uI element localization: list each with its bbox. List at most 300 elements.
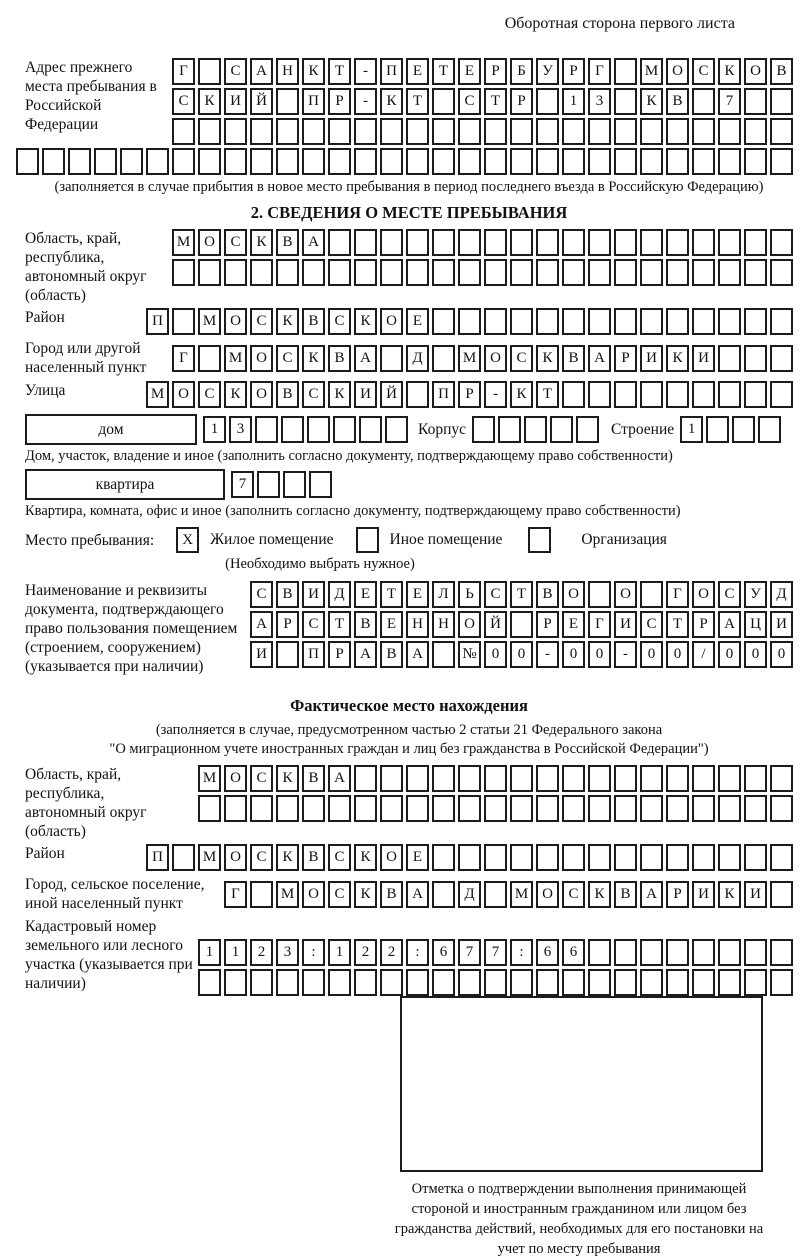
char-cell: [692, 88, 715, 115]
char-cell: Е: [458, 58, 481, 85]
char-cell: К: [328, 381, 351, 408]
char-cell: И: [250, 641, 273, 668]
char-row: [680, 416, 781, 443]
char-cell: [328, 229, 351, 256]
char-cell: Р: [666, 881, 689, 908]
char-cell: А: [354, 345, 377, 372]
char-cell: [283, 471, 306, 498]
char-cell: [562, 148, 585, 175]
char-cell: [458, 969, 481, 996]
char-cell: [484, 765, 507, 792]
char-row: [146, 381, 793, 408]
char-cell: [172, 118, 195, 145]
char-cell: [692, 844, 715, 871]
char-cell: [614, 148, 637, 175]
char-cell: [536, 148, 559, 175]
char-cell: 3: [588, 88, 611, 115]
char-row: [172, 229, 793, 256]
char-cell: М: [224, 345, 247, 372]
char-cell: Л: [432, 581, 455, 608]
char-cell: [257, 471, 280, 498]
char-cell: 0: [640, 641, 663, 668]
char-cell: [614, 795, 637, 822]
char-cell: [146, 148, 169, 175]
char-cell: [536, 765, 559, 792]
char-cell: К: [718, 881, 741, 908]
char-cell: [484, 308, 507, 335]
char-cell: [406, 148, 429, 175]
actual-region-row: [25, 765, 793, 841]
char-cell: [380, 229, 403, 256]
char-cell: [42, 148, 65, 175]
char-cell: [770, 229, 793, 256]
char-cell: В: [380, 641, 403, 668]
char-cell: Н: [432, 611, 455, 638]
char-cell: [406, 118, 429, 145]
char-cell: [432, 765, 455, 792]
char-cell: [276, 259, 299, 286]
char-cell: С: [328, 308, 351, 335]
char-cell: О: [224, 844, 247, 871]
char-cell: [588, 148, 611, 175]
char-cell: [510, 308, 533, 335]
char-cell: О: [562, 581, 585, 608]
char-cell: [484, 844, 507, 871]
char-row: [472, 416, 599, 443]
char-cell: [250, 259, 273, 286]
char-cell: [770, 88, 793, 115]
char-cell: О: [224, 308, 247, 335]
char-cell: С: [172, 88, 195, 115]
char-cell: [172, 148, 195, 175]
char-cell: 0: [484, 641, 507, 668]
char-cell: М: [640, 58, 663, 85]
char-cell: [770, 118, 793, 145]
char-cell: [666, 969, 689, 996]
char-cell: [588, 581, 611, 608]
char-cell: Р: [484, 58, 507, 85]
char-cell: [536, 969, 559, 996]
char-cell: -: [354, 88, 377, 115]
char-cell: В: [354, 611, 377, 638]
char-cell: [666, 259, 689, 286]
char-cell: В: [276, 581, 299, 608]
char-cell: С: [510, 345, 533, 372]
char-cell: [432, 641, 455, 668]
char-cell: 7: [458, 939, 481, 966]
char-cell: [458, 118, 481, 145]
char-cell: [536, 844, 559, 871]
char-cell: [640, 308, 663, 335]
prev-address-overflow-row: [8, 148, 793, 175]
actual-region-cells: [198, 765, 793, 822]
char-cell: О: [302, 881, 325, 908]
char-cell: 7: [718, 88, 741, 115]
char-cell: Т: [666, 611, 689, 638]
char-cell: В: [666, 88, 689, 115]
char-cell: [614, 118, 637, 145]
char-cell: [198, 118, 221, 145]
char-cell: [718, 939, 741, 966]
char-cell: [380, 148, 403, 175]
char-cell: [333, 416, 356, 443]
char-cell: [458, 259, 481, 286]
char-cell: [770, 939, 793, 966]
char-cell: [718, 765, 741, 792]
char-cell: [666, 765, 689, 792]
char-cell: [640, 381, 663, 408]
char-cell: [562, 969, 585, 996]
city-label: Город или другой населенный пункт: [25, 340, 147, 376]
stay-type-row: [25, 527, 793, 553]
char-cell: [458, 229, 481, 256]
char-cell: [328, 795, 351, 822]
char-cell: [354, 795, 377, 822]
char-cell: [458, 308, 481, 335]
char-cell: К: [276, 844, 299, 871]
char-cell: А: [406, 881, 429, 908]
char-cell: [524, 416, 547, 443]
prev-address-label: Адрес прежнего места пребывания в Российской Федерации: [25, 59, 157, 133]
char-cell: [588, 259, 611, 286]
char-cell: Ц: [744, 611, 767, 638]
char-cell: К: [224, 381, 247, 408]
char-cell: 6: [432, 939, 455, 966]
header-note: Оборотная сторона первого листа: [504, 15, 735, 32]
char-cell: В: [302, 308, 325, 335]
document-label: Наименование и реквизиты документа, подтверждающего право пользования помещением (строением, сооружением) (указывается при наличии): [25, 582, 238, 675]
char-cell: [276, 641, 299, 668]
char-cell: [640, 148, 663, 175]
actual-location-note-2: "О миграционном учете иностранных граждан и лиц без гражданства в Российской Федерации"): [109, 741, 709, 757]
char-cell: 0: [744, 641, 767, 668]
char-cell: [510, 148, 533, 175]
char-cell: Т: [432, 58, 455, 85]
char-cell: О: [250, 381, 273, 408]
char-cell: И: [692, 345, 715, 372]
char-cell: [224, 969, 247, 996]
char-cell: С: [224, 229, 247, 256]
house-note: Дом, участок, владение и иное (заполнить согласно документу, подтверждающему право собственности): [25, 448, 673, 464]
prev-address-cells: [172, 58, 793, 145]
char-cell: К: [302, 345, 325, 372]
char-cell: [550, 416, 573, 443]
char-row: [172, 118, 793, 145]
char-cell: [744, 308, 767, 335]
char-cell: С: [250, 581, 273, 608]
char-cell: [536, 259, 559, 286]
char-cell: А: [718, 611, 741, 638]
char-cell: [562, 259, 585, 286]
char-cell: А: [328, 765, 351, 792]
char-cell: [770, 148, 793, 175]
char-cell: [458, 148, 481, 175]
char-cell: [536, 88, 559, 115]
char-cell: К: [354, 881, 377, 908]
char-cell: [562, 795, 585, 822]
residential-checkbox: X: [176, 527, 199, 553]
char-cell: [484, 148, 507, 175]
char-cell: Г: [172, 345, 195, 372]
confirmation-stamp-box: [400, 996, 763, 1172]
char-cell: [536, 308, 559, 335]
char-cell: [94, 148, 117, 175]
district-label: Район: [25, 309, 65, 326]
char-cell: К: [276, 765, 299, 792]
char-cell: К: [354, 844, 377, 871]
cadastre-cells: [198, 939, 793, 996]
char-cell: [692, 229, 715, 256]
char-cell: [718, 345, 741, 372]
char-cell: [640, 259, 663, 286]
char-cell: 0: [510, 641, 533, 668]
char-row: [172, 58, 793, 85]
char-cell: [770, 765, 793, 792]
char-cell: [718, 118, 741, 145]
char-cell: [198, 345, 221, 372]
char-cell: [250, 969, 273, 996]
char-cell: [640, 795, 663, 822]
document-cells: [250, 581, 793, 668]
stay-type-note: (Необходимо выбрать нужное): [225, 556, 415, 572]
char-cell: :: [406, 939, 429, 966]
char-cell: С: [250, 765, 273, 792]
char-cell: Р: [692, 611, 715, 638]
char-cell: [744, 118, 767, 145]
char-cell: [354, 259, 377, 286]
char-cell: [614, 765, 637, 792]
char-cell: [484, 259, 507, 286]
char-cell: [354, 229, 377, 256]
region-label: Область, край, республика, автономный округ (область): [25, 230, 147, 304]
char-cell: [432, 229, 455, 256]
char-cell: Р: [510, 88, 533, 115]
char-cell: Е: [562, 611, 585, 638]
char-cell: 7: [231, 471, 254, 498]
char-cell: [172, 308, 195, 335]
char-cell: [770, 308, 793, 335]
char-cell: [198, 58, 221, 85]
confirmation-note-wrap: [25, 1179, 793, 1259]
char-cell: [770, 844, 793, 871]
char-cell: К: [354, 308, 377, 335]
char-cell: [328, 148, 351, 175]
char-cell: Е: [406, 844, 429, 871]
char-cell: [640, 765, 663, 792]
char-cell: [614, 88, 637, 115]
char-cell: С: [250, 844, 273, 871]
char-cell: О: [666, 58, 689, 85]
char-cell: Е: [406, 581, 429, 608]
char-cell: [718, 381, 741, 408]
char-cell: [250, 118, 273, 145]
char-cell: П: [302, 88, 325, 115]
char-cell: С: [640, 611, 663, 638]
char-cell: [406, 969, 429, 996]
char-cell: [302, 969, 325, 996]
char-cell: [588, 795, 611, 822]
char-cell: 2: [380, 939, 403, 966]
char-cell: [770, 969, 793, 996]
char-row: [250, 611, 793, 638]
char-cell: 0: [588, 641, 611, 668]
char-cell: Р: [458, 381, 481, 408]
char-cell: О: [224, 765, 247, 792]
char-cell: О: [484, 345, 507, 372]
char-cell: [276, 88, 299, 115]
char-cell: [484, 229, 507, 256]
char-cell: [276, 118, 299, 145]
char-cell: [432, 118, 455, 145]
char-cell: -: [354, 58, 377, 85]
char-cell: [458, 765, 481, 792]
char-cell: [770, 795, 793, 822]
char-cell: О: [172, 381, 195, 408]
char-cell: Й: [484, 611, 507, 638]
char-cell: /: [692, 641, 715, 668]
char-cell: 1: [328, 939, 351, 966]
char-row: [198, 765, 793, 792]
actual-location-note-1: (заполняется в случае, предусмотренном частью 2 статьи 21 Федерального закона: [155, 722, 663, 738]
char-cell: М: [510, 881, 533, 908]
char-cell: О: [692, 581, 715, 608]
char-cell: №: [458, 641, 481, 668]
char-cell: [692, 969, 715, 996]
char-cell: П: [146, 308, 169, 335]
char-cell: [562, 229, 585, 256]
char-row: [203, 416, 408, 443]
region-cells: [172, 229, 793, 286]
char-cell: 1: [562, 88, 585, 115]
char-cell: [510, 611, 533, 638]
char-cell: [588, 308, 611, 335]
char-cell: Ь: [458, 581, 481, 608]
char-cell: 1: [198, 939, 221, 966]
char-cell: 0: [718, 641, 741, 668]
stroenie-label: Строение: [611, 421, 675, 438]
char-cell: С: [276, 345, 299, 372]
char-cell: И: [302, 581, 325, 608]
char-cell: [588, 765, 611, 792]
char-cell: [640, 844, 663, 871]
char-cell: [614, 381, 637, 408]
char-cell: [484, 795, 507, 822]
char-cell: С: [328, 881, 351, 908]
char-cell: [354, 765, 377, 792]
char-cell: [666, 118, 689, 145]
char-cell: К: [588, 881, 611, 908]
char-cell: [406, 229, 429, 256]
char-cell: [224, 795, 247, 822]
char-cell: И: [744, 881, 767, 908]
char-cell: М: [198, 844, 221, 871]
char-cell: [68, 148, 91, 175]
char-cell: [432, 345, 455, 372]
char-cell: [406, 765, 429, 792]
char-cell: В: [562, 345, 585, 372]
char-cell: [718, 259, 741, 286]
char-cell: -: [536, 641, 559, 668]
char-cell: Т: [328, 58, 351, 85]
char-cell: [406, 795, 429, 822]
char-row: [250, 641, 793, 668]
char-cell: [718, 229, 741, 256]
actual-district-label: Район: [25, 845, 65, 862]
char-cell: С: [302, 611, 325, 638]
char-cell: [732, 416, 755, 443]
char-cell: В: [302, 844, 325, 871]
char-cell: [250, 148, 273, 175]
confirmation-box-wrap: [25, 996, 793, 1172]
char-cell: [302, 259, 325, 286]
char-cell: О: [250, 345, 273, 372]
char-cell: [432, 844, 455, 871]
char-cell: [770, 881, 793, 908]
char-cell: Г: [224, 881, 247, 908]
char-cell: [744, 969, 767, 996]
char-cell: [328, 969, 351, 996]
char-cell: [328, 259, 351, 286]
char-cell: [484, 118, 507, 145]
char-cell: С: [328, 844, 351, 871]
char-cell: М: [276, 881, 299, 908]
char-cell: [302, 795, 325, 822]
char-cell: 2: [354, 939, 377, 966]
char-cell: [588, 229, 611, 256]
char-cell: [770, 345, 793, 372]
char-cell: [276, 969, 299, 996]
char-cell: С: [302, 381, 325, 408]
actual-city-label: Город, сельское поселение, иной населенный пункт: [25, 876, 205, 912]
char-cell: К: [302, 58, 325, 85]
char-cell: [692, 118, 715, 145]
char-cell: Т: [484, 88, 507, 115]
char-cell: И: [692, 881, 715, 908]
char-cell: [472, 416, 495, 443]
char-cell: Т: [406, 88, 429, 115]
char-cell: Р: [536, 611, 559, 638]
char-cell: [640, 969, 663, 996]
char-cell: [614, 229, 637, 256]
char-cell: В: [380, 881, 403, 908]
char-cell: Д: [406, 345, 429, 372]
char-cell: Т: [328, 611, 351, 638]
char-cell: [614, 58, 637, 85]
char-cell: [380, 345, 403, 372]
char-cell: 2: [250, 939, 273, 966]
char-cell: [718, 148, 741, 175]
char-cell: А: [640, 881, 663, 908]
char-cell: [562, 381, 585, 408]
char-cell: [588, 939, 611, 966]
char-cell: [484, 881, 507, 908]
char-cell: [198, 259, 221, 286]
char-cell: С: [718, 581, 741, 608]
char-cell: [744, 765, 767, 792]
char-cell: И: [614, 611, 637, 638]
char-cell: М: [458, 345, 481, 372]
char-cell: Д: [328, 581, 351, 608]
char-cell: [432, 795, 455, 822]
char-cell: Е: [406, 58, 429, 85]
char-cell: 0: [770, 641, 793, 668]
char-cell: 0: [562, 641, 585, 668]
char-cell: В: [770, 58, 793, 85]
char-cell: [562, 844, 585, 871]
char-cell: Д: [770, 581, 793, 608]
char-cell: [432, 308, 455, 335]
char-cell: [562, 308, 585, 335]
